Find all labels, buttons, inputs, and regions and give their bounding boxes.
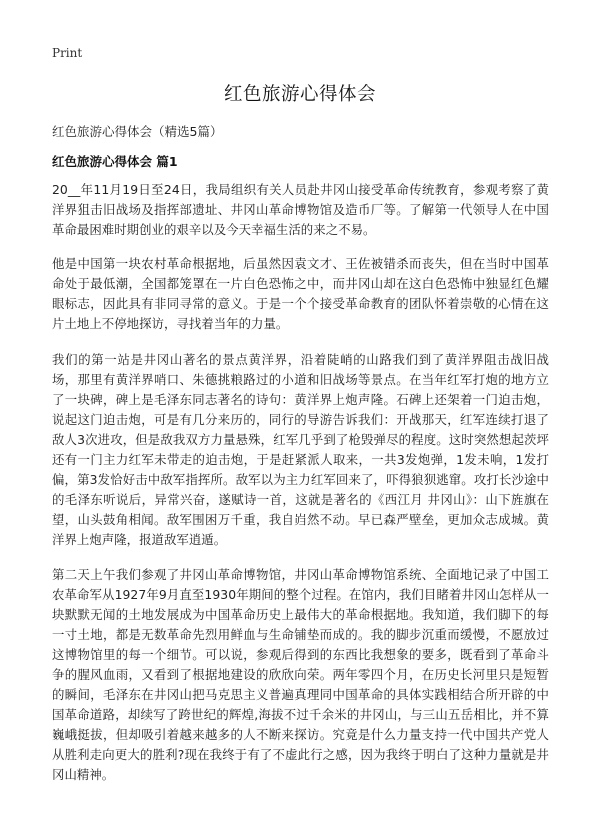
article-body [52,180,549,799]
page-title: 红色旅游心得体会 [223,84,376,105]
print-link[interactable]: Print [52,46,83,60]
paragraph-4: 第二天上午我们参观了井冈山革命博物馆，井冈山革命博物馆系统、全面地记录了中国工农革命军从1927年9月直至1930年期间的整个过程。在馆内，我们目睹着井冈山怎样从一块默默无闻的土地发展成为中国革命历史上最伟大的革命根据地。我知道，我们脚下的每一寸土地，都是无数革命先烈用鲜血与生命铺垫而成的。我的脚步沉重而缓慢，不愿放过这博物馆里的每一个细节。可以说，参观后得到的东西比我想象的要多，既看到了革命斗争的腥风血雨，又看到了根据地建设的欣欣向荣。两年零四个月，在历史长河里只是短暂的瞬间，毛泽东在井冈山把马克思主义普遍真理同中国革命的具体实践相结合所开辟的中国革命道路，却续写了跨世纪的辉煌,海拔不过千余米的井冈山，与三山五岳相比，并不算巍峨挺拔，但却吸引着越来越多的人不断来探访。究竟是什么力量支持一代中国共产党人从胜利走向更大的胜利?现在我终于有了不虚此行之感，因为我终于明白了这种力量就是井冈山精神。 [52,567,549,782]
paragraph-1: 20__年11月19日至24日，我局组织有关人员赴井冈山接受革命传统教育，参观考察了黄洋界狙击旧战场及指挥部遗址、井冈山革命博物馆及造币厂等。了解第一代领导人在中国革命最困难时期创业的艰辛以及今天幸福生活的来之不易。 [52,182,549,237]
paragraph-2: 他是中国第一块农村革命根据地，后虽然因袁文才、王佐被错杀而丧失，但在当时中国革命处于最低潮，全国都笼罩在一片白色恐怖之中，而井冈山却在这白色恐怖中独显红色耀眼标志，因此具有非同寻常的意义。于是一个个接受革命教育的团队怀着崇敬的心情在这片土地上不停地探访，寻找着当年的力量。 [52,256,549,331]
paragraph-3: 我们的第一站是井冈山著名的景点黄洋界，沿着陡峭的山路我们到了黄洋界阻击战旧战场，那里有黄洋界哨口、朱德挑粮路过的小道和旧战场等景点。在当年红军打炮的地方立了一块碑，碑上是毛泽东同志著名的诗句：黄洋界上炮声隆。石碑上还架着一门迫击炮，说起这门迫击炮，可是有几分来历的，同行的导游告诉我们：开战那天，红军连续打退了敌人3次进攻，但是敌我双方力量悬殊，红军几乎到了枪毁弹尽的程度。这时突然想起茨坪还有一门主力红军未带走的迫击炮，于是赶紧派人取来，一共3发炮弹，1发未响，1发打偏，第3发恰好击中敌军指挥所。敌军以为主力红军回来了，吓得狼狈逃窜。攻打长沙途中的毛泽东听说后，异常兴奋，遂赋诗一首，这就是著名的《西江月 井冈山》：山下旌旗在望，山头鼓角相闻。敌军围困万千重，我自岿然不动。早已森严壁垒，更加众志成城。黄洋界上炮声隆，报道敌军逍遁。 [52,352,549,547]
page-subtitle: 红色旅游心得体会（精选5篇） [52,124,223,139]
section-heading: 红色旅游心得体会 篇1 [52,154,178,169]
